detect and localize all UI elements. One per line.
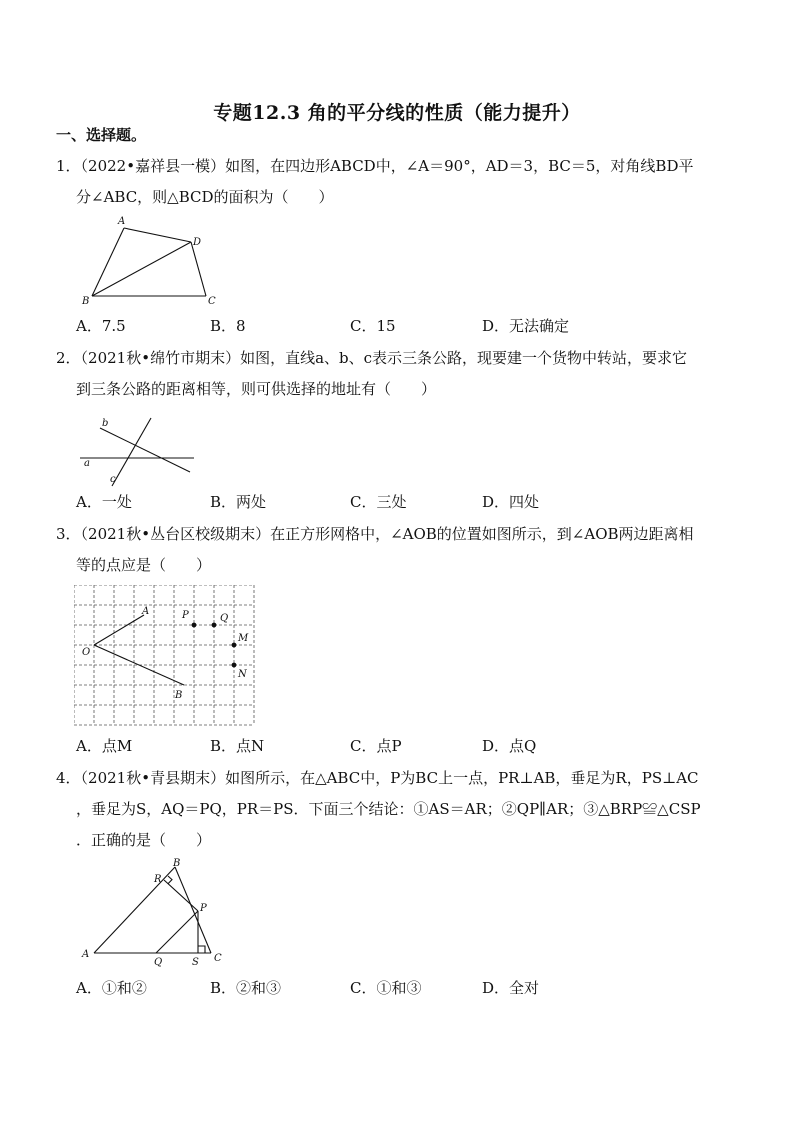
page-title: 专题12.3 角的平分线的性质（能力提升） [213, 102, 581, 124]
q4-option-b[interactable]: B．②和③ [210, 979, 282, 997]
q3-option-d[interactable]: D．点Q [482, 737, 537, 755]
q1-label-a: A [118, 216, 126, 227]
q2-label-a: a [84, 458, 90, 469]
q3-point-q [212, 623, 217, 628]
q4-option-a[interactable]: A．①和② [76, 979, 147, 997]
q3-point-n [232, 663, 237, 668]
q3-label-q: Q [220, 613, 229, 624]
q1-option-b[interactable]: B．8 [210, 317, 246, 335]
q3-option-b[interactable]: B．点N [210, 737, 265, 755]
q4-label-r: R [154, 874, 162, 885]
question-3-line-2: 等的点应是（ ） [76, 556, 212, 574]
question-4-line-1: 4．（2021秋•青县期末）如图所示，在△ABC中，P为BC上一点，PR⊥AB，垂足为R，PS⊥AC [56, 769, 699, 787]
q4-label-c: C [214, 953, 222, 964]
q4-option-d[interactable]: D．全对 [482, 979, 540, 997]
q4-side-ab [94, 867, 175, 953]
q4-label-s: S [192, 957, 199, 968]
q3-square-grid [74, 585, 254, 725]
q4-right-angle-s [198, 946, 205, 953]
q2-label-c: c [110, 474, 116, 485]
question-4-line-2: ，垂足为S，AQ＝PQ，PR＝PS．下面三个结论：①AS＝AR；②QP∥AR；③△BRP≌△CSP [76, 800, 701, 818]
q3-label-n: N [238, 669, 247, 680]
q3-label-o: O [82, 647, 91, 658]
question-1-line-2: 分∠ABC，则△BCD的面积为（ ） [76, 188, 334, 206]
q2-label-b: b [102, 418, 109, 429]
q3-ray-oa [94, 615, 144, 645]
q2-option-b[interactable]: B．两处 [210, 493, 267, 511]
q1-label-c: C [208, 296, 216, 307]
q1-option-c[interactable]: C．15 [350, 317, 396, 335]
question-3-grid-figure [74, 585, 258, 727]
q3-option-c[interactable]: C．点P [350, 737, 402, 755]
q3-label-p: P [182, 610, 189, 621]
q3-label-b: B [175, 690, 183, 701]
question-1-figure [78, 212, 228, 312]
q3-label-m: M [238, 633, 249, 644]
question-2-line-1: 2．（2021秋•绵竹市期末）如图，直线a、b、c表示三条公路，现要建一个货物中转站，要求它 [56, 349, 688, 367]
question-4-line-3: ．正确的是（ ） [76, 831, 212, 849]
q3-label-a: A [142, 606, 150, 617]
q4-option-c[interactable]: C．①和③ [350, 979, 422, 997]
q2-line-b [100, 428, 190, 472]
question-2-figure [78, 410, 198, 490]
q3-option-a[interactable]: A．点M [76, 737, 133, 755]
q4-right-angle-r [168, 876, 172, 884]
q4-segment-qp [156, 911, 198, 953]
q1-side-ad [124, 228, 191, 242]
q4-label-a: A [82, 949, 90, 960]
q4-segment-pr [164, 880, 198, 911]
q3-point-p [192, 623, 197, 628]
question-1-line-1: 1．（2022•嘉祥县一模）如图，在四边形ABCD中，∠A＝90°，AD＝3，BC＝5，对角线BD平 [56, 157, 694, 175]
question-3-line-1: 3．（2021秋•丛台区校级期末）在正方形网格中，∠AOB的位置如图所示，到∠AOB两边距离相 [56, 525, 694, 543]
q4-label-p: P [200, 903, 207, 914]
q1-side-ab [92, 228, 124, 296]
q1-label-d: D [193, 237, 202, 248]
q4-label-q: Q [154, 957, 163, 968]
section-heading: 一、选择题。 [56, 126, 147, 144]
q2-option-a[interactable]: A．一处 [76, 493, 132, 511]
q1-side-dc [191, 242, 206, 296]
q2-option-c[interactable]: C．三处 [350, 493, 407, 511]
question-2-line-2: 到三条公路的距离相等，则可供选择的地址有（ ） [76, 380, 437, 398]
q2-option-d[interactable]: D．四处 [482, 493, 540, 511]
q1-label-b: B [82, 296, 90, 307]
q1-option-d[interactable]: D．无法确定 [482, 317, 570, 335]
question-4-figure [80, 856, 230, 970]
q1-diagonal-bd [92, 242, 191, 296]
q1-option-a[interactable]: A．7.5 [76, 317, 126, 335]
q2-line-c [112, 418, 151, 486]
q4-label-b: B [173, 858, 181, 869]
q3-point-m [232, 643, 237, 648]
